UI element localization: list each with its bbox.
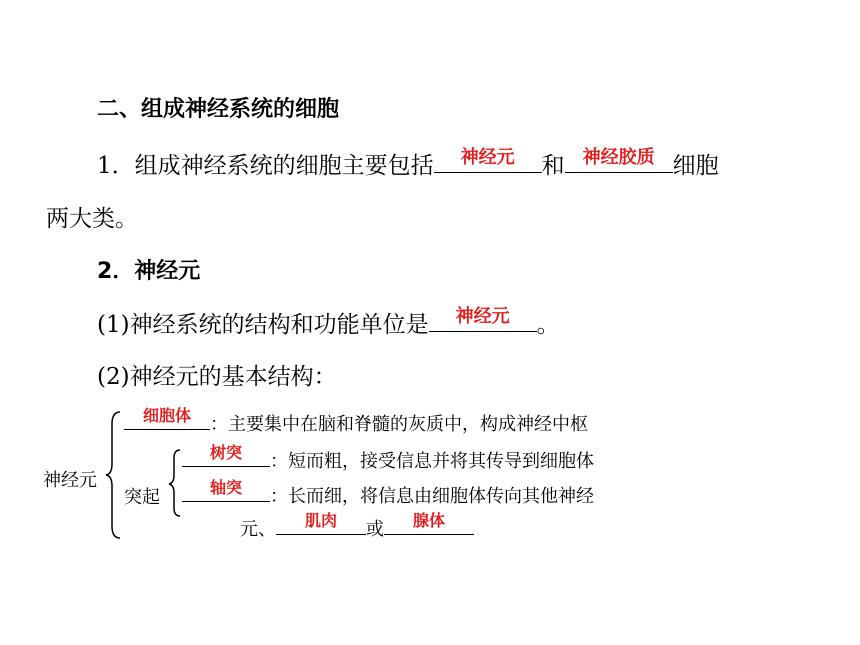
diagram-root-label: 神经元 <box>43 470 97 491</box>
answer-axon: 轴突 <box>209 478 242 497</box>
answer-blank-1 <box>434 147 542 173</box>
answer-blank-7 <box>276 511 366 535</box>
dendrite-line <box>182 443 594 473</box>
axon-cont-prefix: 元、 <box>240 519 276 540</box>
dendrite-text: ：短而粗，接受信息并将其传导到细胞体 <box>270 451 594 472</box>
answer-blank-3 <box>429 306 537 332</box>
answer-blank-2 <box>565 147 673 173</box>
inner-brace <box>167 448 183 518</box>
answer-neuron-1: 神经元 <box>460 147 515 168</box>
axon-cont-middle: 或 <box>366 519 384 540</box>
item1-line <box>97 147 719 180</box>
answer-blank-6 <box>182 478 270 502</box>
item1-continuation: 两大类。 <box>46 206 138 232</box>
item1-suffix: 细胞 <box>672 153 719 179</box>
answer-blank-4 <box>124 406 210 430</box>
answer-dendrite: 树突 <box>209 443 242 462</box>
answer-blank-8 <box>384 511 474 535</box>
cell-body-line <box>124 406 588 436</box>
answer-cell-body: 细胞体 <box>142 406 191 425</box>
answer-gland: 腺体 <box>412 511 445 530</box>
sub1-suffix: 。 <box>536 312 560 338</box>
answer-blank-5 <box>182 443 270 467</box>
section-heading: 二、组成神经系统的细胞 <box>97 97 340 122</box>
item1-prefix: 1．组成神经系统的细胞主要包括 <box>97 153 434 179</box>
sub1-prefix: (1)神经系统的结构和功能单位是 <box>97 312 429 338</box>
cell-body-text: ：主要集中在脑和脊髓的灰质中，构成神经中枢 <box>210 414 588 435</box>
answer-neuron-2: 神经元 <box>455 306 510 327</box>
sub1-line <box>97 306 560 339</box>
processes-label: 突起 <box>124 487 160 508</box>
item2-title: 2．神经元 <box>97 259 201 284</box>
answer-glia: 神经胶质 <box>582 147 655 168</box>
item1-middle: 和 <box>541 153 565 179</box>
axon-line <box>182 478 594 508</box>
outer-brace <box>104 410 124 540</box>
axon-text: ：长而细，将信息由细胞体传向其他神经 <box>270 486 594 507</box>
sub2-line: (2)神经元的基本结构： <box>97 364 337 390</box>
answer-muscle: 肌肉 <box>304 511 337 530</box>
axon-continuation-line <box>240 511 474 541</box>
